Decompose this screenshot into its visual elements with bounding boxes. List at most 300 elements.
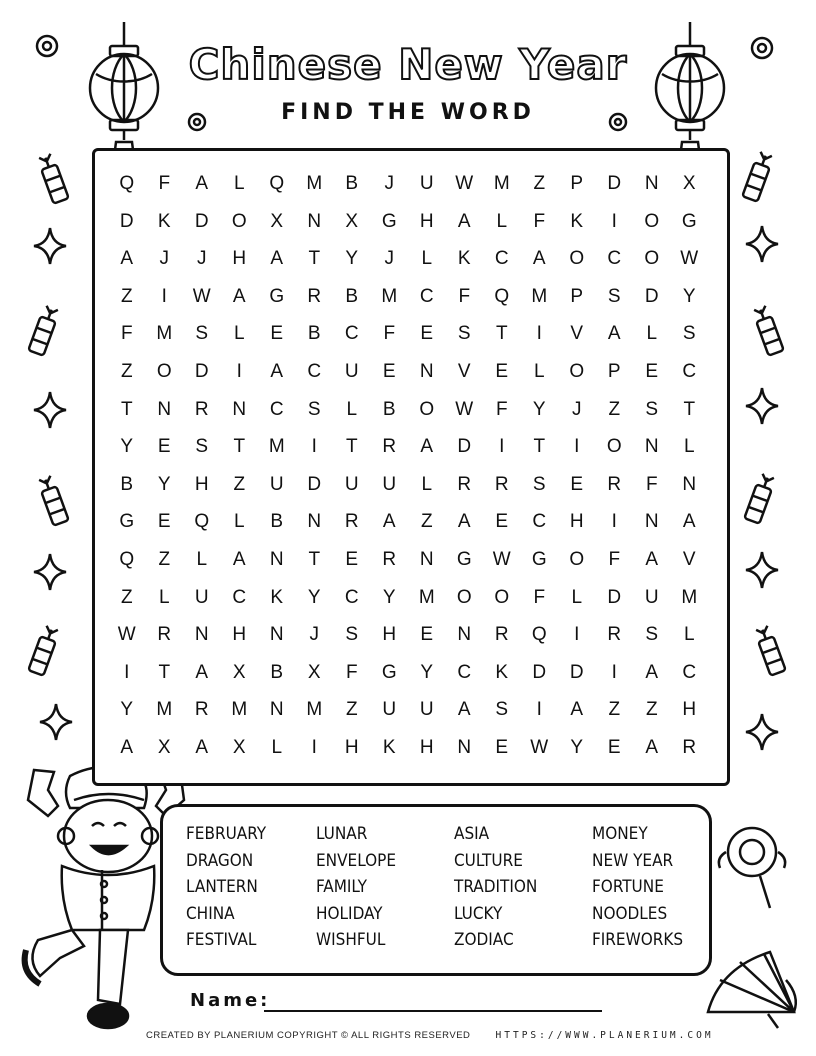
- grid-cell[interactable]: N: [682, 473, 697, 495]
- word-item: ASIA: [454, 824, 490, 844]
- grid-cell[interactable]: I: [611, 661, 617, 683]
- grid-cell[interactable]: I: [574, 624, 580, 646]
- grid-cell[interactable]: Y: [307, 586, 321, 608]
- grid-cell[interactable]: U: [344, 473, 359, 495]
- grid-cell[interactable]: D: [457, 436, 472, 458]
- grid-cell[interactable]: K: [570, 210, 584, 232]
- grid-cell[interactable]: L: [533, 360, 545, 382]
- name-label: Name:: [190, 990, 271, 1011]
- grid-cell[interactable]: H: [682, 699, 697, 721]
- grid-cell[interactable]: P: [570, 173, 584, 194]
- grid-cell[interactable]: I: [611, 511, 617, 533]
- sparkle-icon: [746, 714, 778, 750]
- grid-cell[interactable]: R: [682, 736, 697, 758]
- grid-cell[interactable]: U: [382, 473, 397, 495]
- grid-cell[interactable]: Q: [494, 285, 510, 307]
- grid-cell[interactable]: U: [382, 699, 397, 721]
- grid-cell[interactable]: D: [194, 210, 209, 232]
- grid-cell[interactable]: G: [269, 285, 285, 307]
- grid-cell[interactable]: I: [161, 285, 167, 307]
- word-item: FIREWORKS: [592, 930, 684, 950]
- grid-cell[interactable]: S: [195, 323, 209, 345]
- grid-cell[interactable]: S: [495, 699, 509, 721]
- grid-cell[interactable]: H: [569, 511, 584, 533]
- grid-cell[interactable]: W: [455, 398, 474, 420]
- grid-cell[interactable]: R: [307, 285, 322, 307]
- grid-cell[interactable]: Y: [120, 436, 134, 458]
- firecracker-icon: [37, 475, 68, 526]
- grid-cell[interactable]: B: [345, 173, 359, 194]
- grid-cell[interactable]: O: [494, 586, 510, 608]
- grid-cell[interactable]: N: [644, 511, 659, 533]
- grid-cell[interactable]: D: [532, 661, 547, 683]
- grid-cell[interactable]: M: [306, 699, 323, 721]
- grid-cell[interactable]: O: [156, 360, 172, 382]
- grid-cell[interactable]: L: [683, 624, 695, 646]
- grid-cell[interactable]: N: [307, 210, 322, 232]
- letter-grid: [108, 170, 708, 772]
- grid-cell[interactable]: Z: [233, 473, 246, 495]
- name-input-line[interactable]: [264, 1010, 602, 1012]
- grid-cell[interactable]: X: [345, 210, 359, 232]
- grid-cell[interactable]: H: [232, 248, 247, 270]
- grid-cell[interactable]: S: [607, 285, 621, 307]
- sparkle-icon: [746, 226, 778, 262]
- grid-cell[interactable]: E: [570, 473, 584, 495]
- word-item: FORTUNE: [592, 877, 664, 897]
- grid-cell[interactable]: R: [157, 624, 172, 646]
- grid-cell[interactable]: C: [344, 323, 359, 345]
- word-item: ZODIAC: [454, 930, 514, 950]
- grid-cell[interactable]: C: [344, 586, 359, 608]
- grid-cell[interactable]: D: [307, 473, 322, 495]
- grid-cell[interactable]: E: [495, 360, 509, 382]
- grid-cell[interactable]: V: [682, 548, 696, 570]
- word-item: WISHFUL: [316, 930, 386, 950]
- page-subtitle: FIND THE WORD: [281, 100, 535, 125]
- grid-cell[interactable]: O: [569, 248, 585, 270]
- grid-cell[interactable]: A: [195, 173, 209, 194]
- grid-cell[interactable]: A: [570, 699, 584, 721]
- grid-cell[interactable]: E: [607, 736, 621, 758]
- grid-cell[interactable]: R: [607, 624, 622, 646]
- grid-cell[interactable]: S: [457, 323, 471, 345]
- grid-cell[interactable]: Y: [345, 248, 359, 270]
- grid-cell[interactable]: L: [158, 586, 170, 608]
- grid-cell[interactable]: S: [532, 473, 546, 495]
- firecracker-icon: [742, 151, 773, 202]
- grid-cell[interactable]: O: [644, 210, 660, 232]
- grid-cell[interactable]: B: [120, 473, 134, 495]
- grid-cell[interactable]: P: [607, 360, 621, 382]
- grid-cell[interactable]: H: [232, 624, 247, 646]
- word-item: FAMILY: [316, 877, 367, 897]
- grid-cell[interactable]: S: [645, 624, 659, 646]
- sparkle-icon: [40, 704, 72, 740]
- grid-cell[interactable]: O: [569, 548, 585, 570]
- grid-cell[interactable]: N: [644, 173, 659, 194]
- grid-cell[interactable]: C: [532, 511, 547, 533]
- grid-cell[interactable]: V: [457, 360, 471, 382]
- grid-cell[interactable]: S: [307, 398, 321, 420]
- grid-cell[interactable]: J: [384, 248, 394, 270]
- grid-cell[interactable]: J: [309, 624, 319, 646]
- grid-cell[interactable]: U: [419, 173, 434, 194]
- grid-cell[interactable]: A: [270, 360, 284, 382]
- grid-cell[interactable]: I: [236, 360, 242, 382]
- grid-cell[interactable]: B: [382, 398, 396, 420]
- grid-cell[interactable]: Z: [608, 398, 621, 420]
- grid-cell[interactable]: Z: [533, 173, 546, 194]
- grid-cell[interactable]: H: [344, 736, 359, 758]
- grid-cell[interactable]: X: [270, 210, 284, 232]
- grid-cell[interactable]: L: [646, 323, 658, 345]
- grid-cell[interactable]: C: [682, 661, 697, 683]
- grid-cell[interactable]: K: [457, 248, 471, 270]
- firecracker-icon: [28, 625, 59, 676]
- grid-cell[interactable]: N: [269, 624, 284, 646]
- word-item: LUNAR: [316, 824, 368, 844]
- grid-cell[interactable]: L: [233, 511, 245, 533]
- grid-cell[interactable]: R: [494, 624, 509, 646]
- grid-cell[interactable]: Z: [120, 360, 133, 382]
- grid-cell[interactable]: D: [569, 661, 584, 683]
- grid-cell[interactable]: M: [156, 323, 173, 345]
- grid-cell[interactable]: E: [157, 511, 171, 533]
- grid-cell[interactable]: A: [682, 511, 696, 533]
- grid-cell[interactable]: B: [270, 511, 284, 533]
- grid-cell[interactable]: I: [536, 323, 542, 345]
- grid-cell[interactable]: X: [157, 736, 171, 758]
- grid-cell[interactable]: Y: [382, 586, 396, 608]
- grid-cell[interactable]: E: [420, 624, 434, 646]
- word-item: MONEY: [592, 824, 648, 844]
- grid-cell[interactable]: G: [119, 511, 135, 533]
- grid-cell[interactable]: C: [494, 248, 509, 270]
- grid-cell[interactable]: F: [383, 323, 396, 345]
- grid-cell[interactable]: Y: [120, 699, 134, 721]
- grid-cell[interactable]: Y: [157, 473, 171, 495]
- grid-cell[interactable]: R: [457, 473, 472, 495]
- grid-cell[interactable]: D: [194, 360, 209, 382]
- firecracker-icon: [28, 305, 59, 356]
- grid-cell[interactable]: S: [645, 398, 659, 420]
- grid-cell[interactable]: B: [270, 661, 284, 683]
- grid-cell[interactable]: I: [536, 699, 542, 721]
- grid-cell[interactable]: E: [157, 436, 171, 458]
- grid-cell[interactable]: R: [194, 398, 209, 420]
- grid-cell[interactable]: D: [607, 586, 622, 608]
- grid-cell[interactable]: G: [531, 548, 547, 570]
- firecracker-icon: [744, 473, 775, 524]
- grid-cell[interactable]: F: [158, 173, 171, 194]
- grid-cell[interactable]: L: [421, 473, 433, 495]
- grid-cell[interactable]: Z: [345, 699, 358, 721]
- word-item: CHINA: [186, 903, 235, 924]
- footer-credit: CREATED BY PLANERIUM COPYRIGHT © ALL RIGHTS RESERVED: [146, 1030, 471, 1041]
- grid-cell[interactable]: N: [157, 398, 172, 420]
- grid-cell[interactable]: N: [232, 398, 247, 420]
- grid-cell[interactable]: O: [569, 360, 585, 382]
- grid-cell[interactable]: N: [644, 436, 659, 458]
- grid-cell[interactable]: L: [233, 173, 245, 194]
- word-item: LUCKY: [454, 903, 503, 924]
- grid-cell[interactable]: Z: [158, 548, 171, 570]
- grid-cell[interactable]: T: [233, 436, 246, 458]
- sparkle-icon: [34, 554, 66, 590]
- grid-cell[interactable]: A: [420, 436, 434, 458]
- grid-cell[interactable]: M: [418, 586, 435, 608]
- grid-cell[interactable]: S: [195, 436, 209, 458]
- grid-cell[interactable]: J: [384, 173, 394, 194]
- grid-cell[interactable]: A: [195, 736, 209, 758]
- firecracker-icon: [752, 305, 783, 356]
- grid-cell[interactable]: A: [195, 661, 209, 683]
- grid-cell[interactable]: R: [382, 548, 397, 570]
- grid-cell[interactable]: F: [533, 210, 546, 232]
- grid-cell[interactable]: E: [495, 511, 509, 533]
- grid-cell[interactable]: X: [307, 661, 321, 683]
- grid-cell[interactable]: E: [382, 360, 396, 382]
- sparkle-icon: [34, 392, 66, 428]
- grid-cell[interactable]: R: [382, 436, 397, 458]
- grid-cell[interactable]: D: [644, 285, 659, 307]
- grid-cell[interactable]: H: [194, 473, 209, 495]
- grid-cell[interactable]: A: [382, 511, 396, 533]
- grid-cell[interactable]: C: [682, 360, 697, 382]
- grid-cell[interactable]: B: [307, 323, 321, 345]
- grid-cell[interactable]: W: [192, 285, 211, 307]
- grid-cell[interactable]: G: [456, 548, 472, 570]
- grid-cell[interactable]: C: [232, 586, 247, 608]
- grid-cell[interactable]: M: [681, 586, 698, 608]
- word-item: FESTIVAL: [186, 930, 257, 950]
- grid-cell[interactable]: G: [681, 210, 697, 232]
- grid-cell[interactable]: M: [381, 285, 398, 307]
- grid-cell[interactable]: T: [308, 548, 321, 570]
- grid-cell[interactable]: Q: [531, 624, 547, 646]
- grid-cell[interactable]: F: [533, 586, 546, 608]
- grid-cell[interactable]: A: [232, 285, 246, 307]
- grid-cell[interactable]: X: [232, 736, 246, 758]
- grid-cell[interactable]: D: [607, 173, 622, 194]
- grid-cell[interactable]: N: [457, 624, 472, 646]
- grid-cell[interactable]: N: [307, 511, 322, 533]
- grid-cell[interactable]: T: [120, 398, 133, 420]
- grid-cell[interactable]: N: [457, 736, 472, 758]
- grid-cell[interactable]: K: [157, 210, 171, 232]
- sparkle-icon: [746, 388, 778, 424]
- grid-cell[interactable]: X: [232, 661, 246, 683]
- grid-cell[interactable]: J: [197, 248, 207, 270]
- grid-cell[interactable]: Y: [420, 661, 434, 683]
- grid-cell[interactable]: M: [156, 699, 173, 721]
- grid-cell[interactable]: Z: [645, 699, 658, 721]
- grid-cell[interactable]: U: [644, 586, 659, 608]
- grid-cell[interactable]: Z: [420, 511, 433, 533]
- grid-cell[interactable]: N: [419, 548, 434, 570]
- grid-cell[interactable]: O: [419, 398, 435, 420]
- grid-cell[interactable]: A: [457, 511, 471, 533]
- grid-cell[interactable]: H: [382, 624, 397, 646]
- grid-cell[interactable]: C: [307, 360, 322, 382]
- grid-cell[interactable]: Y: [682, 285, 696, 307]
- grid-cell[interactable]: M: [231, 699, 248, 721]
- grid-cell[interactable]: A: [645, 661, 659, 683]
- grid-cell[interactable]: E: [345, 548, 359, 570]
- grid-cell[interactable]: Q: [269, 173, 285, 194]
- grid-cell[interactable]: F: [608, 548, 621, 570]
- grid-cell[interactable]: J: [159, 248, 169, 270]
- grid-cell[interactable]: W: [530, 736, 549, 758]
- grid-cell[interactable]: K: [382, 736, 396, 758]
- grid-cell[interactable]: A: [645, 548, 659, 570]
- grid-cell[interactable]: W: [117, 624, 136, 646]
- grid-cell[interactable]: A: [120, 248, 134, 270]
- grid-cell[interactable]: O: [456, 586, 472, 608]
- drum-icon: [719, 828, 785, 908]
- grid-cell[interactable]: L: [271, 736, 283, 758]
- grid-cell[interactable]: Z: [120, 586, 133, 608]
- word-item: LANTERN: [186, 877, 258, 897]
- grid-cell[interactable]: K: [495, 661, 509, 683]
- firecracker-icon: [754, 625, 785, 676]
- grid-cell[interactable]: A: [532, 248, 546, 270]
- grid-cell[interactable]: N: [419, 360, 434, 382]
- grid-cell[interactable]: M: [268, 436, 285, 458]
- grid-cell[interactable]: A: [232, 548, 246, 570]
- grid-cell[interactable]: Y: [570, 736, 584, 758]
- grid-cell[interactable]: A: [457, 210, 471, 232]
- grid-cell[interactable]: R: [194, 699, 209, 721]
- sparkle-icon: [746, 552, 778, 588]
- footer: [146, 1030, 714, 1041]
- grid-cell[interactable]: A: [120, 736, 134, 758]
- grid-cell[interactable]: S: [345, 624, 359, 646]
- grid-cell[interactable]: C: [457, 661, 472, 683]
- grid-cell[interactable]: L: [571, 586, 583, 608]
- grid-cell[interactable]: L: [196, 548, 208, 570]
- grid-cell[interactable]: R: [344, 511, 359, 533]
- grid-cell[interactable]: N: [269, 548, 284, 570]
- grid-cell[interactable]: N: [194, 624, 209, 646]
- grid-cell[interactable]: E: [645, 360, 659, 382]
- grid-cell[interactable]: G: [381, 661, 397, 683]
- grid-cell[interactable]: W: [492, 548, 511, 570]
- grid-cell[interactable]: Z: [120, 285, 133, 307]
- grid-cell[interactable]: A: [457, 699, 471, 721]
- grid-cell[interactable]: M: [531, 285, 548, 307]
- grid-cell[interactable]: N: [269, 699, 284, 721]
- grid-cell[interactable]: S: [682, 323, 696, 345]
- grid-cell[interactable]: L: [346, 398, 358, 420]
- grid-cell[interactable]: Y: [532, 398, 546, 420]
- grid-cell[interactable]: C: [269, 398, 284, 420]
- grid-cell[interactable]: A: [645, 736, 659, 758]
- grid-cell[interactable]: U: [419, 699, 434, 721]
- grid-cell[interactable]: E: [420, 323, 434, 345]
- grid-cell[interactable]: M: [306, 173, 323, 194]
- grid-cell[interactable]: O: [644, 248, 660, 270]
- grid-cell[interactable]: I: [311, 436, 317, 458]
- grid-cell[interactable]: P: [570, 285, 584, 307]
- grid-cell[interactable]: L: [683, 436, 695, 458]
- word-item: NOODLES: [592, 903, 668, 924]
- grid-cell[interactable]: U: [269, 473, 284, 495]
- grid-cell[interactable]: T: [683, 398, 696, 420]
- grid-cell[interactable]: B: [345, 285, 359, 307]
- word-item: ENVELOPE: [316, 850, 397, 871]
- grid-cell[interactable]: I: [611, 210, 617, 232]
- grid-cell[interactable]: C: [419, 285, 434, 307]
- word-list: [186, 824, 706, 957]
- grid-cell[interactable]: F: [120, 323, 133, 345]
- grid-cell[interactable]: T: [345, 436, 358, 458]
- grid-cell[interactable]: C: [607, 248, 622, 270]
- grid-cell[interactable]: R: [607, 473, 622, 495]
- grid-cell[interactable]: T: [308, 248, 321, 270]
- grid-cell[interactable]: U: [194, 586, 209, 608]
- grid-cell[interactable]: H: [419, 210, 434, 232]
- grid-cell[interactable]: I: [499, 436, 505, 458]
- grid-cell[interactable]: I: [311, 736, 317, 758]
- sparkle-icon: [34, 228, 66, 264]
- grid-cell[interactable]: M: [493, 173, 510, 194]
- grid-cell[interactable]: O: [231, 210, 247, 232]
- word-item: FEBRUARY: [186, 824, 267, 844]
- grid-cell[interactable]: V: [570, 323, 584, 345]
- grid-cell[interactable]: T: [158, 661, 171, 683]
- footer-url: HTTPS://WWW.PLANERIUM.COM: [495, 1030, 714, 1041]
- grid-cell[interactable]: Q: [119, 548, 135, 570]
- word-item: HOLIDAY: [316, 903, 383, 924]
- word-item: TRADITION: [454, 877, 538, 897]
- grid-cell[interactable]: T: [495, 323, 508, 345]
- grid-cell[interactable]: I: [574, 436, 580, 458]
- grid-cell[interactable]: E: [495, 736, 509, 758]
- grid-cell[interactable]: F: [345, 661, 358, 683]
- grid-cell[interactable]: I: [124, 661, 130, 683]
- grid-cell[interactable]: J: [572, 398, 582, 420]
- grid-cell[interactable]: F: [458, 285, 471, 307]
- grid-cell[interactable]: L: [496, 210, 508, 232]
- grid-cell[interactable]: W: [680, 248, 699, 270]
- word-item: DRAGON: [186, 850, 254, 871]
- grid-cell[interactable]: F: [495, 398, 508, 420]
- grid-cell[interactable]: Z: [608, 699, 621, 721]
- grid-cell[interactable]: E: [270, 323, 284, 345]
- grid-cell[interactable]: O: [606, 436, 622, 458]
- grid-cell[interactable]: D: [119, 210, 134, 232]
- grid-cell[interactable]: Q: [194, 511, 210, 533]
- grid-cell[interactable]: A: [270, 248, 284, 270]
- grid-cell[interactable]: W: [455, 173, 474, 194]
- word-item: CULTURE: [454, 850, 523, 871]
- grid-cell[interactable]: K: [270, 586, 284, 608]
- grid-cell[interactable]: H: [419, 736, 434, 758]
- grid-cell[interactable]: X: [682, 173, 696, 194]
- grid-cell[interactable]: U: [344, 360, 359, 382]
- firecracker-icon: [37, 153, 68, 204]
- grid-cell[interactable]: L: [233, 323, 245, 345]
- grid-cell[interactable]: Q: [119, 173, 135, 194]
- grid-cell[interactable]: L: [421, 248, 433, 270]
- grid-cell[interactable]: R: [494, 473, 509, 495]
- grid-cell[interactable]: F: [645, 473, 658, 495]
- grid-cell[interactable]: G: [381, 210, 397, 232]
- grid-cell[interactable]: A: [607, 323, 621, 345]
- grid-cell[interactable]: T: [533, 436, 546, 458]
